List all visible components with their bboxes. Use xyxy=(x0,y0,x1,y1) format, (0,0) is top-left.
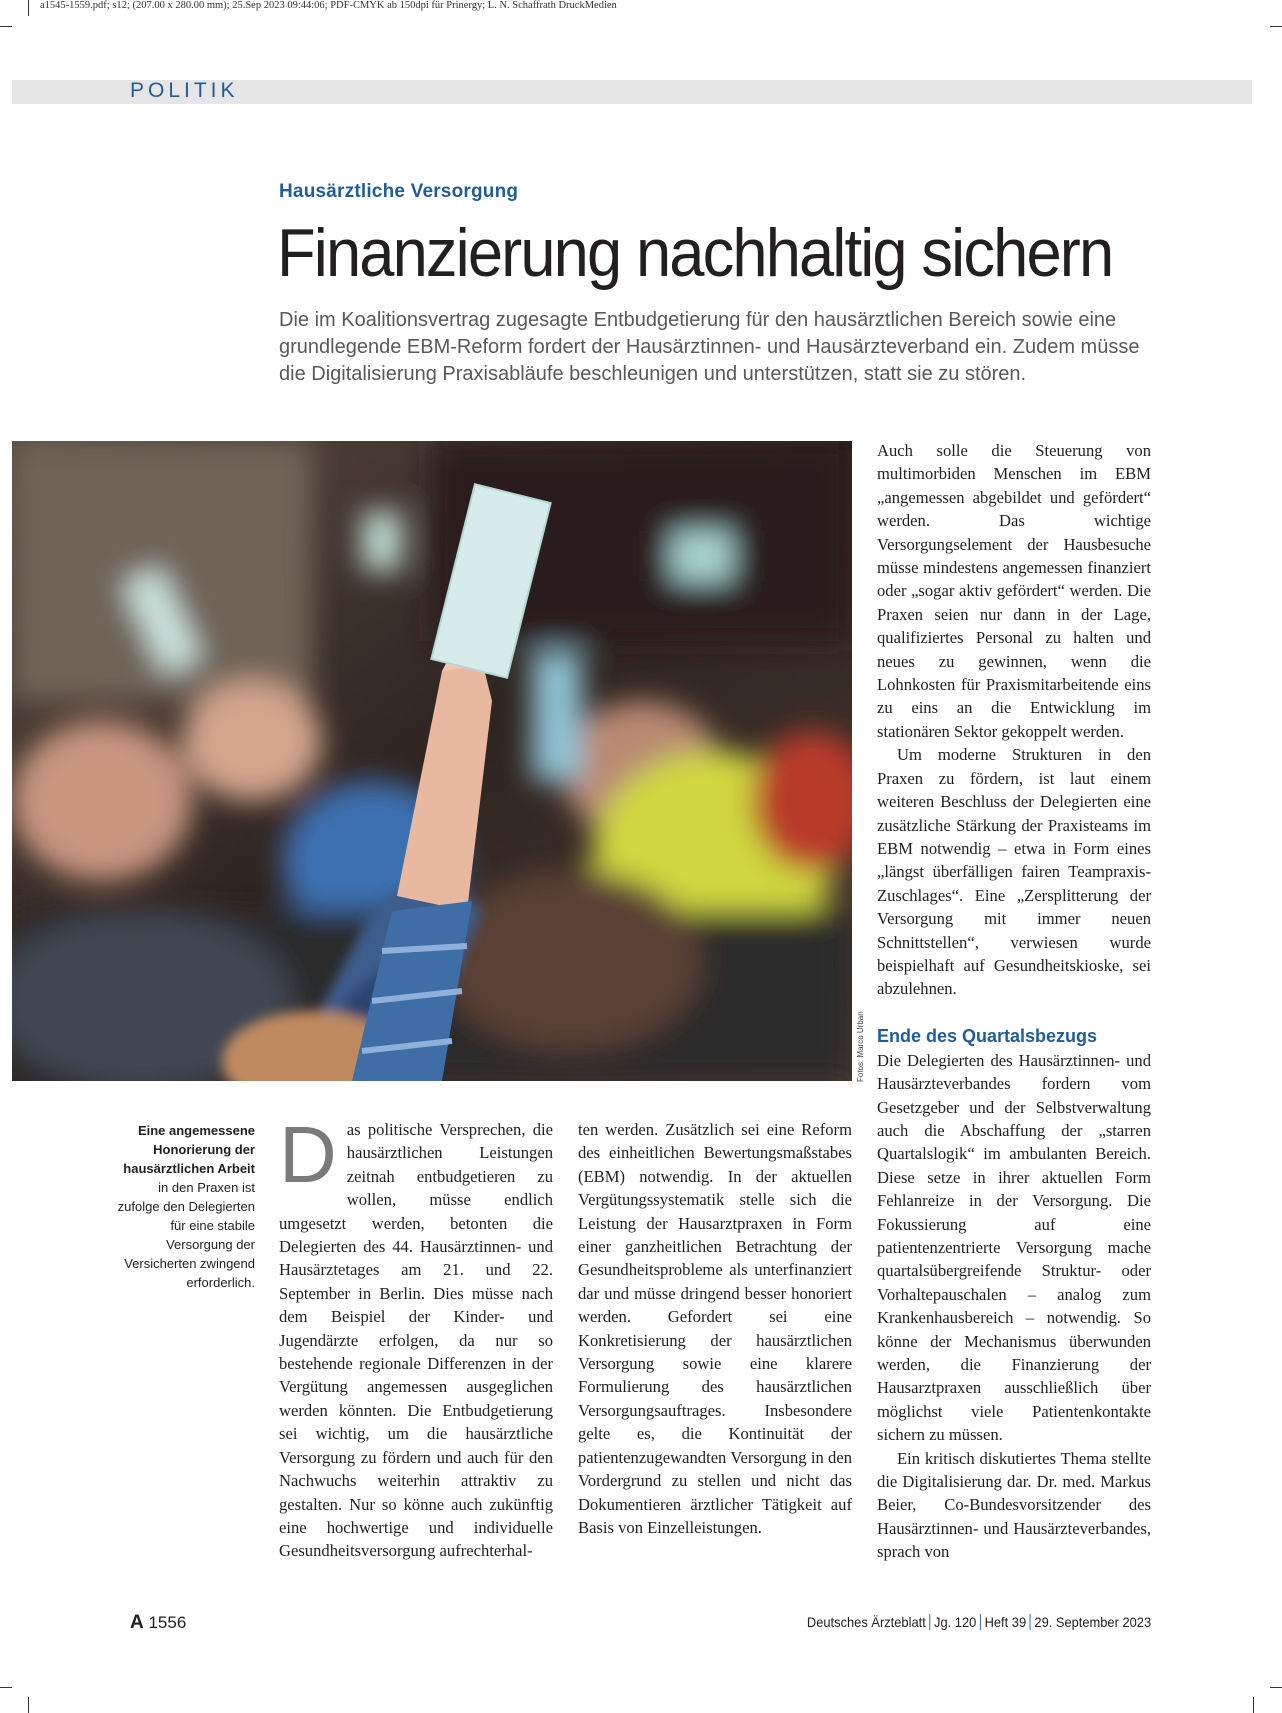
article-headline: Finanzierung nachhaltig sichern xyxy=(277,215,1113,291)
body-column-1 xyxy=(279,1110,553,1563)
print-info: a1545-1559.pdf; s12; (207.00 x 280.00 mm); 25.Sep 2023 09:44:06; PDF-CMYK ab 150dpi für Prinergy; L. N. Schaffrath DruckMedien xyxy=(40,0,617,11)
journal-issue: Heft 39 xyxy=(984,1614,1026,1630)
body-paragraph-3: Um moderne Strukturen in den Praxen zu fördern, ist laut einem weiteren Beschluss der Delegierten eine zusätzliche Stärkung der Praxisteams im EBM notwendig – etwa in Form eines „längst überfälligen fairen Teampraxis-Zuschlages“. Eine „Zersplitterung der Versorgung mit immer neuen Schnittstellen“, verwiesen wurde beispielhaft auf Gesundheitskioske, sei abzulehnen. xyxy=(877,745,1151,999)
body-column-3 xyxy=(877,439,1151,1564)
crop-mark xyxy=(1253,1697,1254,1713)
body-paragraph-5: Ein kritisch diskutiertes Thema stellte die Digitalisierung dar. Dr. med. Markus Beier, Co-Bundesvorsitzender des Hausärztinnen- und Hausärzteverbandes, sprach von xyxy=(877,1448,1151,1562)
crop-mark xyxy=(0,26,12,27)
photo-caption xyxy=(114,1121,255,1292)
body-paragraph-2: Auch solle die Steuerung von multimorbiden Menschen im EBM „angemessen abgebildet und gefördert“ werden. Das wichtige Versorgungselement der Hausbesuche müsse mindestens angemessen finanziert oder „sogar aktiv gefördert“ werden. Die Praxen seien nur dann in der Lage, qualifiziertes Personal zu halten und neues zu gewinnen, wenn die Lohnkosten für Praxismitarbeitende eins zu eins an die Entwicklung im stationären Sektor gekoppelt werden. xyxy=(877,441,1151,741)
journal-date: 29. September 2023 xyxy=(1034,1614,1151,1630)
body-paragraph-1b: ten werden. Zusätzlich sei eine Reform des einheitlichen Bewertungsmaßstabes (EBM) notwendig. In der aktuellen Vergütungssystematik stelle sich die Leistung der Hausarztpraxen in Form einer ganzheitlichen Betrachtung der Gesundheitsprobleme als unterfinanziert dar und müsse dringend besser honoriert werden. Gefordert sei eine Konkretisierung der hausärztlichen Versorgung sowie eine klarere Formulierung des hausärztlichen Versorgungsauftrages. Insbesondere gelte es, die Kontinuität der patientenzugewandten Versorgung in den Vordergrund zu stellen und nicht das Dokumentieren ärztlicher Tätigkeit auf Basis von Einzelleistungen. xyxy=(578,1120,852,1537)
crop-mark xyxy=(1270,26,1282,27)
body-paragraph-1a: as politische Versprechen, die hausärztlichen Leistungen zeitnah entbudgetieren zu wollen, müsse endlich umgesetzt werden, betonten die Delegierten des 44. Hausärztinnen- und Hausärztetages am 21. und 22. September in Berlin. Dies müsse nach dem Beispiel der Kinder- und Jugendärzte erfolgen, da nur so bestehende regionale Differenzen in der Vergütung angemessen ausgeglichen werden könnten. Die Entbudgetierung sei wichtig, um die hausärztliche Versorgung zu fördern und auch für den Nachwuchs weiterhin attraktiv zu gestalten. Nur so könne auch zukünftig eine hochwertige und individuelle Gesundheitsversorgung aufrechterhal- xyxy=(279,1120,553,1561)
caption-bold: Eine angemessene Honorierung der hausärztlichen Arbeit xyxy=(123,1123,255,1176)
separator xyxy=(1030,1614,1031,1630)
separator xyxy=(980,1614,981,1630)
page-number xyxy=(130,1612,186,1634)
separator xyxy=(929,1614,930,1630)
body-column-2 xyxy=(578,1118,852,1539)
crop-mark xyxy=(1270,1687,1282,1688)
article-lead: Die im Koalitionsvertrag zugesagte Entbudgetierung für den hausärztlichen Bereich sowie eine grundlegende EBM-Reform fordert der Hausärztinnen- und Hausärzteverband ein. Zudem müsse die Digitalisierung Praxisabläufe beschleunigen und unterstützen, statt sie zu stören. xyxy=(279,309,1140,385)
section-label: POLITIK xyxy=(130,79,239,102)
crop-mark xyxy=(0,1687,12,1688)
subheading: Ende des Quartalsbezugs xyxy=(877,1025,1098,1046)
journal-volume: Jg. 120 xyxy=(933,1614,977,1630)
page-number-value: 1556 xyxy=(148,1613,187,1632)
journal-info xyxy=(807,1614,1151,1630)
article-photo xyxy=(12,441,852,1081)
journal-name: Deutsches Ärzteblatt xyxy=(806,1614,926,1630)
crop-mark xyxy=(28,1697,29,1713)
article-kicker: Hausärztliche Versorgung xyxy=(279,181,519,202)
body-paragraph-4: Die Delegierten des Hausärztinnen- und Hausärzteverbandes fordern vom Gesetzgeber und der Selbstverwaltung auch die Abschaffung der „starren Quartalslogik“ im ambulanten Bereich. Diese setze in ihrer aktuellen Form Fehlanreize in der Versorgung. Die Fokussierung auf eine patientenzentrierte Versorgung mache quartalsübergreifende Struktur- oder Vorhaltepauschalen – analog zum Krankenhausbereich – notwendig. So könne der Mechanismus überwunden werden, die Finanzierung der Hausarztpraxen ausschließlich über möglichst viele Patientenkontakte sichern zu müssen. xyxy=(877,1050,1151,1445)
crop-mark xyxy=(28,0,29,16)
drop-cap: D xyxy=(279,1110,337,1199)
page-prefix: A xyxy=(130,1612,144,1633)
caption-text: in den Praxen ist zufolge den Delegierten für eine stabile Versorgung der Versicherten zwingend erforderlich. xyxy=(117,1180,255,1290)
photo-credit: Fotos: Marco Urban xyxy=(856,1011,865,1082)
